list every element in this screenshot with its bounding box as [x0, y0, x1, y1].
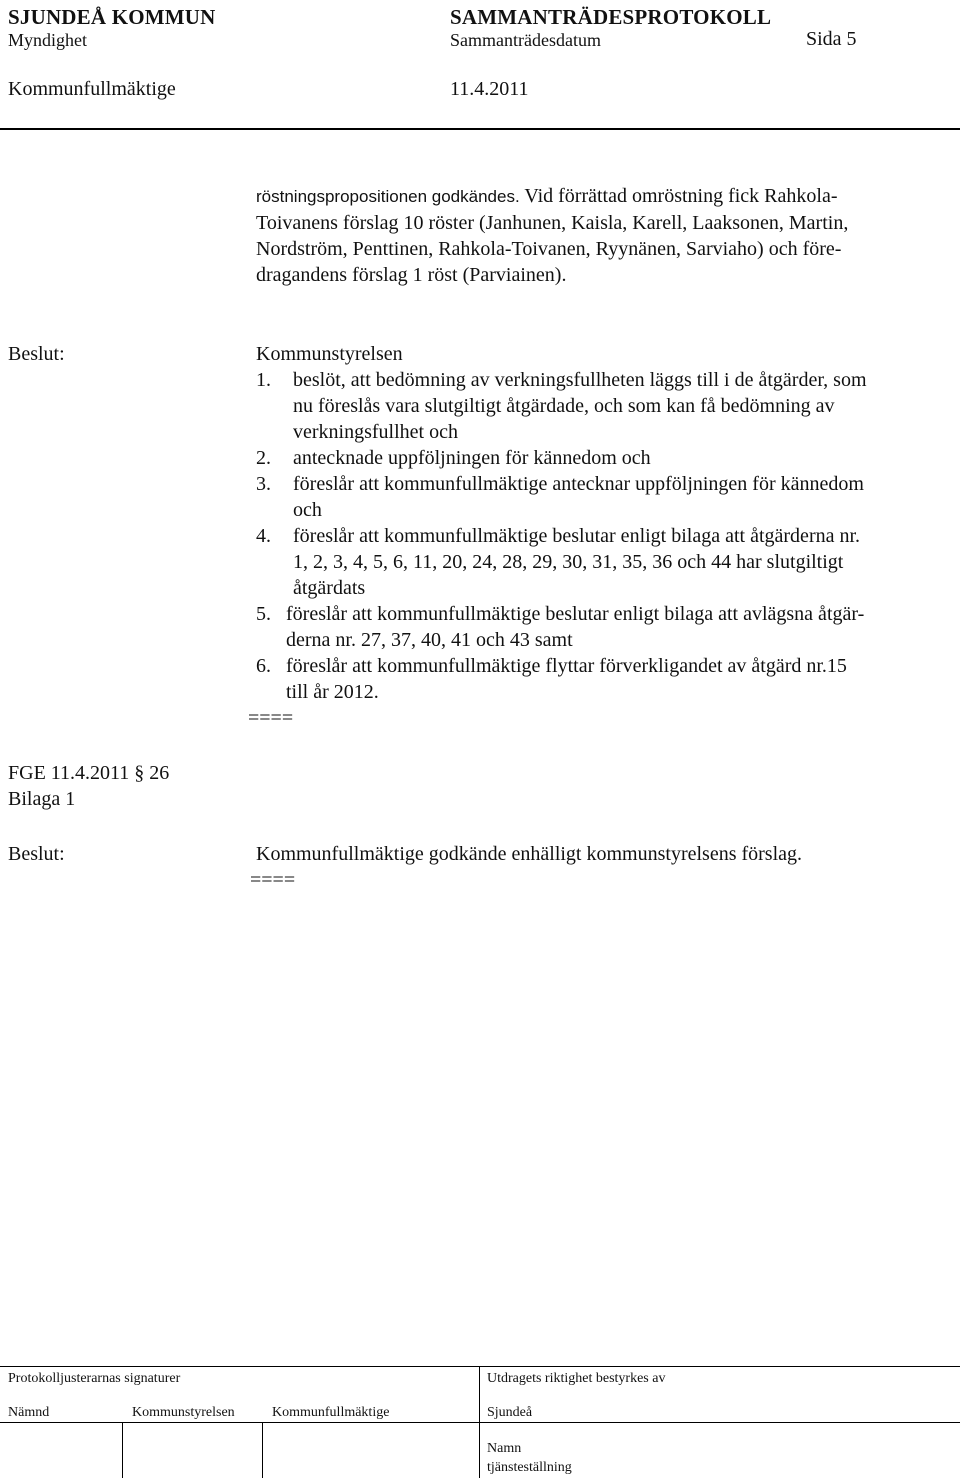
- decision-item-line: till år 2012.: [286, 681, 379, 703]
- decision-body: [248, 341, 867, 731]
- intro-line-2: Toivanens förslag 10 röster (Janhunen, Kaisla, Karell, Laaksonen, Martin,: [256, 212, 849, 234]
- decision-item-line: antecknade uppföljningen för kännedom och: [293, 447, 651, 469]
- final-decision-separator: ====: [250, 869, 296, 891]
- decision-label: Beslut:: [8, 843, 65, 865]
- decision-item-number: 1.: [256, 369, 271, 391]
- decision-item-line: föreslår att kommunfullmäktige beslutar enligt bilaga att åtgärderna nr.: [293, 525, 861, 547]
- decision-heading: Kommunstyrelsen: [256, 343, 403, 365]
- decision-item-line: åtgärdats: [293, 577, 366, 599]
- name-label: Namn: [487, 1441, 522, 1456]
- intro-line-1-rest: Vid förrättad omröstning fick Rahkola-: [519, 185, 838, 207]
- decision-item-line: beslöt, att bedömning av verkningsfullheten läggs till i de åtgärder, som: [293, 369, 867, 391]
- decision-item-number: 2.: [256, 447, 271, 469]
- organization-name: SJUNDEÅ KOMMUN: [8, 5, 216, 29]
- attachment-label: Bilaga 1: [8, 788, 76, 810]
- namnd-label: Nämnd: [8, 1405, 50, 1420]
- reference-line: FGE 11.4.2011 § 26: [8, 762, 170, 784]
- signatures-label: Protokolljusterarnas signaturer: [8, 1371, 181, 1386]
- page-number: Sida 5: [806, 28, 857, 50]
- position-label: tjänsteställning: [487, 1460, 572, 1475]
- certification-label: Utdragets riktighet bestyrkes av: [487, 1371, 666, 1386]
- decision-item: [256, 471, 864, 523]
- decision-item-line: föreslår att kommunfullmäktige flyttar förverkligandet av åtgärd nr.15: [286, 655, 847, 677]
- final-decision-text: Kommunfullmäktige godkände enhälligt kommunstyrelsens förslag.: [256, 843, 803, 865]
- intro-paragraph: [256, 183, 848, 288]
- decision-item-line: föreslår att kommunfullmäktige antecknar uppföljningen för kännedom: [293, 473, 864, 495]
- decision-item-line: och: [293, 499, 322, 521]
- decision-item-number: 5.: [256, 603, 271, 625]
- decision-item-line: derna nr. 27, 37, 40, 41 och 43 samt: [286, 629, 573, 651]
- decision-list: [256, 367, 867, 705]
- decision-item-line: verkningsfullhet och: [293, 421, 458, 443]
- decision-separator: ====: [248, 707, 294, 729]
- header-divider: [0, 128, 960, 130]
- decision-item: [256, 653, 847, 705]
- meeting-date: 11.4.2011: [450, 78, 529, 100]
- footer-row-divider: [0, 1422, 960, 1423]
- intro-line-1-sans: röstningspropositionen godkändes.: [256, 187, 520, 206]
- decision-item-number: 4.: [256, 525, 271, 547]
- decision-item-line: nu föreslås vara slutgiltigt åtgärdade, och som kan få bedömning av: [293, 395, 835, 417]
- namnd-kommunfullmaktige: Kommunfullmäktige: [272, 1405, 390, 1420]
- document-type: SAMMANTRÄDESPROTOKOLL: [450, 5, 772, 29]
- intro-line-3: Nordström, Penttinen, Rahkola-Toivanen, Ryynänen, Sarviaho) och före-: [256, 238, 842, 260]
- authority-label: Myndighet: [8, 30, 87, 50]
- footer-cell-divider: [262, 1422, 263, 1478]
- namnd-kommunstyrelsen: Kommunstyrelsen: [132, 1405, 235, 1420]
- footer-cell-divider: [122, 1422, 123, 1478]
- decision-item: [256, 601, 865, 653]
- intro-line-1: [256, 183, 848, 210]
- place-name: Sjundeå: [487, 1405, 533, 1420]
- decision-item-number: 3.: [256, 473, 271, 495]
- footer-divider-top: [0, 1366, 960, 1367]
- intro-line-4: dragandens förslag 1 röst (Parviainen).: [256, 264, 567, 286]
- decision-item: [256, 523, 861, 601]
- decision-item: [256, 445, 651, 471]
- meeting-date-label: Sammanträdesdatum: [450, 30, 601, 50]
- decision-item-line: föreslår att kommunfullmäktige beslutar enligt bilaga att avlägsna åtgär-: [286, 603, 865, 625]
- decision-item-number: 6.: [256, 655, 271, 677]
- decision-item-line: 1, 2, 3, 4, 5, 6, 11, 20, 24, 28, 29, 30, 31, 35, 36 och 44 har slutgiltigt: [293, 551, 844, 573]
- authority-name: Kommunfullmäktige: [8, 78, 176, 100]
- decision-label: Beslut:: [8, 343, 65, 365]
- decision-item: [256, 367, 867, 445]
